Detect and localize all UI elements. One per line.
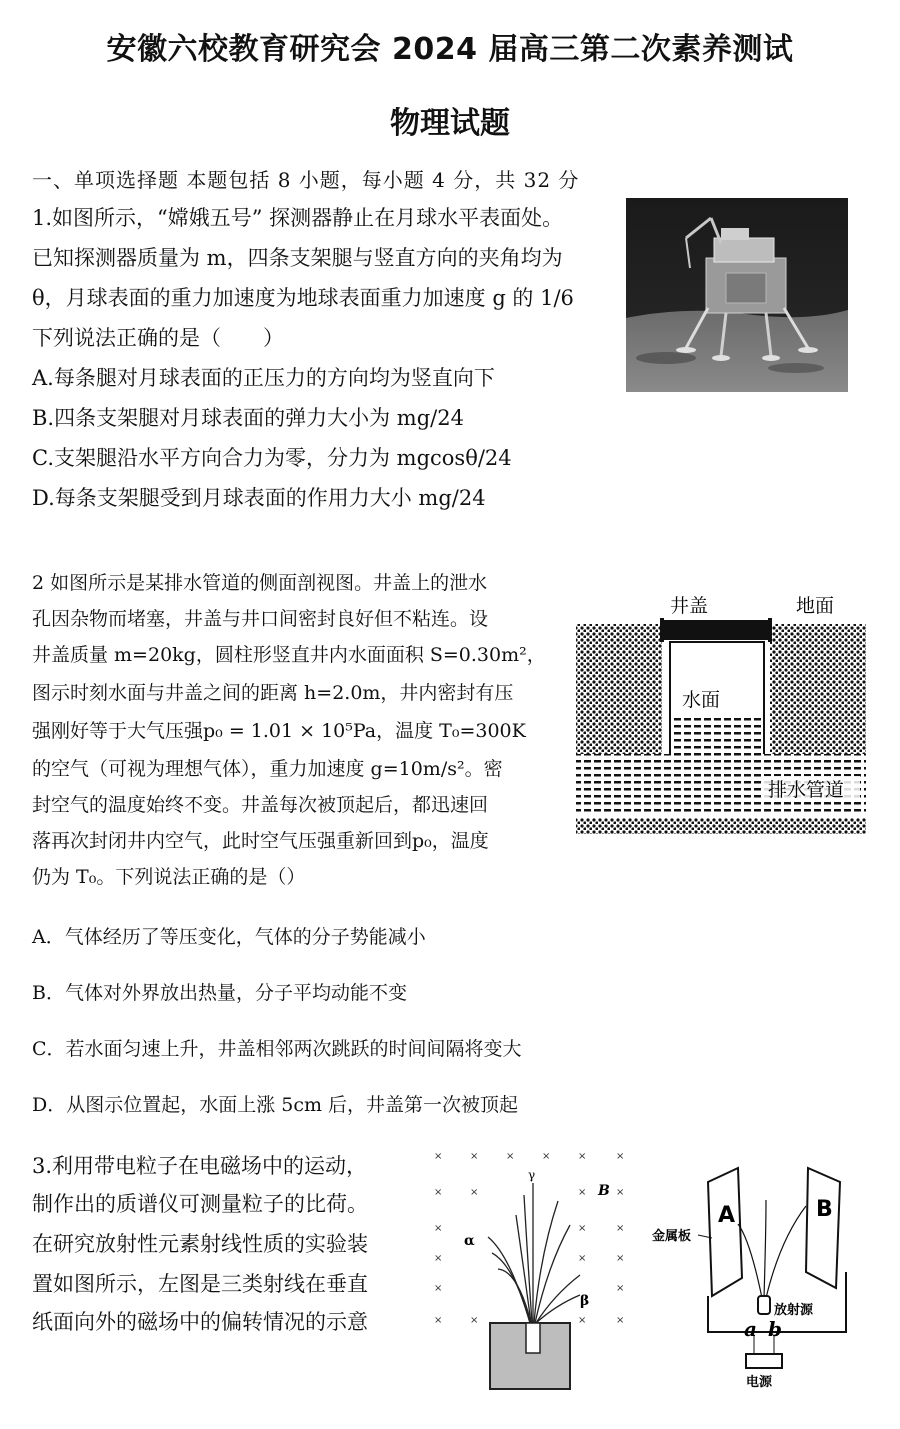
svg-text:×: × xyxy=(616,1283,625,1294)
ray-paths xyxy=(488,1183,580,1323)
gamma-label: γ xyxy=(528,1168,536,1182)
well-cover xyxy=(662,620,770,640)
svg-text:×: × xyxy=(578,1151,587,1162)
terminal-a: a xyxy=(744,1317,757,1341)
q1-line: θ，月球表面的重力加速度为地球表面重力加速度 g 的 1/6 xyxy=(32,286,574,310)
q2-option-d: D．从图示位置起，水面上涨 5cm 后，井盖第一次被顶起 xyxy=(32,1094,519,1116)
q3-line: 制作出的质谱仪可测量粒子的比荷。 xyxy=(32,1192,368,1216)
plate-b xyxy=(806,1168,840,1288)
lunar-lander-photo xyxy=(626,198,848,392)
q3-line: 纸面向外的磁场中的偏转情况的示意 xyxy=(32,1310,368,1334)
q3-line: 3.利用带电粒子在电磁场中的运动， xyxy=(32,1154,368,1178)
q1-line: 下列说法正确的是（ ） xyxy=(32,326,284,350)
svg-text:×: × xyxy=(470,1187,479,1198)
label-pipe: 排水管道 xyxy=(768,779,845,801)
plate-a-label: A xyxy=(718,1203,736,1228)
q1-option-a: A.每条腿对月球表面的正压力的方向均为竖直向下 xyxy=(32,366,495,390)
svg-text:×: × xyxy=(434,1151,443,1162)
power-supply xyxy=(746,1354,782,1368)
svg-text:×: × xyxy=(578,1315,587,1326)
q2-line: 落再次封闭井内空气，此时空气压强重新回到p₀，温度 xyxy=(32,830,489,852)
q2-line: 图示时刻水面与井盖之间的距离 h=2.0m，井内密封有压 xyxy=(32,682,514,704)
plate-a xyxy=(708,1168,742,1296)
plate-b-label: B xyxy=(816,1197,833,1222)
source-label: 放射源 xyxy=(774,1303,814,1318)
alpha-label: α xyxy=(464,1233,475,1249)
soil-left xyxy=(576,624,662,754)
radiation-deflection-figure xyxy=(430,1145,642,1393)
q2-line: 2 如图所示是某排水管道的侧面剖视图。井盖上的泄水 xyxy=(32,572,488,594)
svg-text:×: × xyxy=(434,1187,443,1198)
label-cover: 井盖 xyxy=(670,595,709,617)
terminal-b: b xyxy=(768,1317,782,1341)
q1-line: 1.如图所示，“嫦娥五号” 探测器静止在月球水平表面处。 xyxy=(32,206,564,230)
soil-right xyxy=(770,624,866,754)
q2-option-b: B．气体对外界放出热量，分子平均动能不变 xyxy=(32,982,407,1004)
svg-text:×: × xyxy=(616,1315,625,1326)
beta-label: β xyxy=(580,1293,590,1309)
label-ground: 地面 xyxy=(796,595,835,617)
svg-text:×: × xyxy=(434,1315,443,1326)
well-water xyxy=(671,714,763,754)
svg-text:×: × xyxy=(616,1253,625,1264)
svg-text:×: × xyxy=(616,1151,625,1162)
exam-title: 安徽六校教育研究会 2024 届高三第二次素养测试 xyxy=(106,32,794,67)
apparatus-figure xyxy=(650,1160,865,1390)
q2-line: 仍为 T₀。下列说法正确的是（） xyxy=(32,866,306,888)
q2-line: 井盖质量 m=20kg，圆柱形竖直井内水面面积 S=0.30m²， xyxy=(32,644,546,666)
source xyxy=(758,1296,770,1314)
svg-text:×: × xyxy=(434,1223,443,1234)
svg-text:×: × xyxy=(506,1151,515,1162)
q2-option-a: A．气体经历了等压变化，气体的分子势能减小 xyxy=(32,926,426,948)
q2-line: 封空气的温度始终不变。井盖每次被顶起后，都迅速回 xyxy=(32,794,489,816)
field-label: B xyxy=(598,1183,610,1199)
exam-subtitle: 物理试题 xyxy=(390,106,510,141)
q2-option-c: C．若水面匀速上升，井盖相邻两次跳跃的时间间隔将变大 xyxy=(32,1038,522,1060)
q1-line: 已知探测器质量为 m，四条支架腿与竖直方向的夹角均为 xyxy=(32,246,563,270)
q1-option-b: B.四条支架腿对月球表面的弹力大小为 mg/24 xyxy=(32,406,464,430)
svg-text:×: × xyxy=(578,1223,587,1234)
metal-plate-label: 金属板 xyxy=(652,1229,692,1244)
section-heading: 一、单项选择题 本题包括 8 小题，每小题 4 分，共 32 分 xyxy=(32,168,580,192)
svg-text:×: × xyxy=(616,1223,625,1234)
svg-text:×: × xyxy=(470,1315,479,1326)
svg-text:×: × xyxy=(578,1253,587,1264)
svg-text:×: × xyxy=(434,1283,443,1294)
q2-line: 孔因杂物而堵塞，井盖与井口间密封良好但不粘连。设 xyxy=(32,608,489,630)
q3-line: 在研究放射性元素射线性质的实验装 xyxy=(32,1232,368,1256)
drain-well-diagram xyxy=(574,590,870,840)
power-label: 电源 xyxy=(746,1375,773,1390)
label-water: 水面 xyxy=(682,689,721,711)
q2-line: 强刚好等于大气压强p₀ = 1.01 × 10⁵Pa，温度 T₀=300K xyxy=(32,720,526,742)
svg-text:×: × xyxy=(470,1151,479,1162)
q3-line: 置如图所示，左图是三类射线在垂直 xyxy=(32,1272,368,1296)
svg-text:×: × xyxy=(578,1187,587,1198)
svg-text:×: × xyxy=(434,1253,443,1264)
q2-line: 的空气（可视为理想气体），重力加速度 g=10m/s²。密 xyxy=(32,758,503,780)
q1-option-c: C.支架腿沿水平方向合力为零，分力为 mgcosθ/24 xyxy=(32,446,512,470)
svg-text:×: × xyxy=(616,1187,625,1198)
svg-text:×: × xyxy=(542,1151,551,1162)
q1-option-d: D.每条支架腿受到月球表面的作用力大小 mg/24 xyxy=(32,486,486,510)
ray-tracks xyxy=(738,1200,806,1298)
